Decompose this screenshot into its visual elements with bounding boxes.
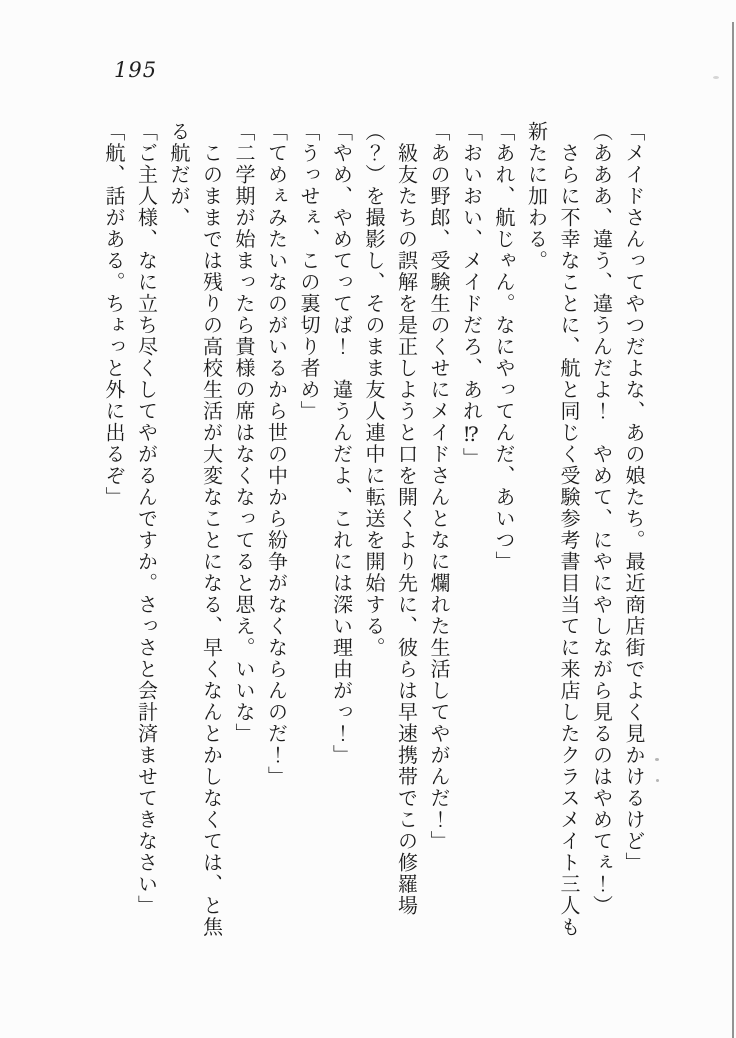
text-line: 級友たちの誤解を是正しようと口を開くより先に、彼らは早速携帯でこの修羅場 [394,121,419,917]
text-line: 「航、話がある。ちょっと外に出るぞ」 [102,121,126,508]
text-line: 「メイドさんってやつだよな、あの娘たち。最近商店街でよく見かけるけど」 [622,121,646,874]
text-line: る航だが、 [167,121,191,229]
text-line: このままでは残りの高校生活が大変なことになる、早くなんとかしなくては、と焦 [199,121,224,938]
page-number: 195 [114,58,158,82]
text-line: 「うっせぇ、この裏切り者め」 [297,121,321,422]
text-line: 「あれ、航じゃん。なにやってんだ、あいつ」 [492,121,516,573]
text-line: 「二学期が始まったら貴様の席はなくなってると思え。いいな」 [232,121,256,745]
text-line: （あああ、違う、違うんだよ！ やめて、にやにやしながら見るのはやめてぇ！） [589,121,614,917]
text-line: さらに不幸なことに、航と同じく受験参考書目当てに来店したクラスメイト三人も [557,121,581,938]
vertical-text-block [98,121,651,941]
scan-speck [656,779,659,782]
scan-speck [713,76,719,79]
scan-edge-artifact [732,22,734,1038]
text-line: 新たに加わる。 [524,121,549,272]
text-line: 「やめ、やめてってば！ 違うんだよ、これには深い理由がっ！」 [329,121,354,766]
text-line: （？）を撮影し、そのまま友人連中に転送を開始する。 [362,121,386,659]
text-line: 「てめぇみたいなのがいるから世の中から紛争がなくならんのだ！」 [264,121,289,788]
scan-speck [655,758,659,761]
text-line: 「ご主人様、なに立ち尽くしてやがるんですか。さっさと会計済ませてきなさい」 [134,121,159,917]
text-line: 「おいおい、メイドだろ、あれ⁉」 [459,121,484,469]
text-line: 「あの野郎、受験生のくせにメイドさんとなに爛れた生活してやがんだ！」 [427,121,451,852]
